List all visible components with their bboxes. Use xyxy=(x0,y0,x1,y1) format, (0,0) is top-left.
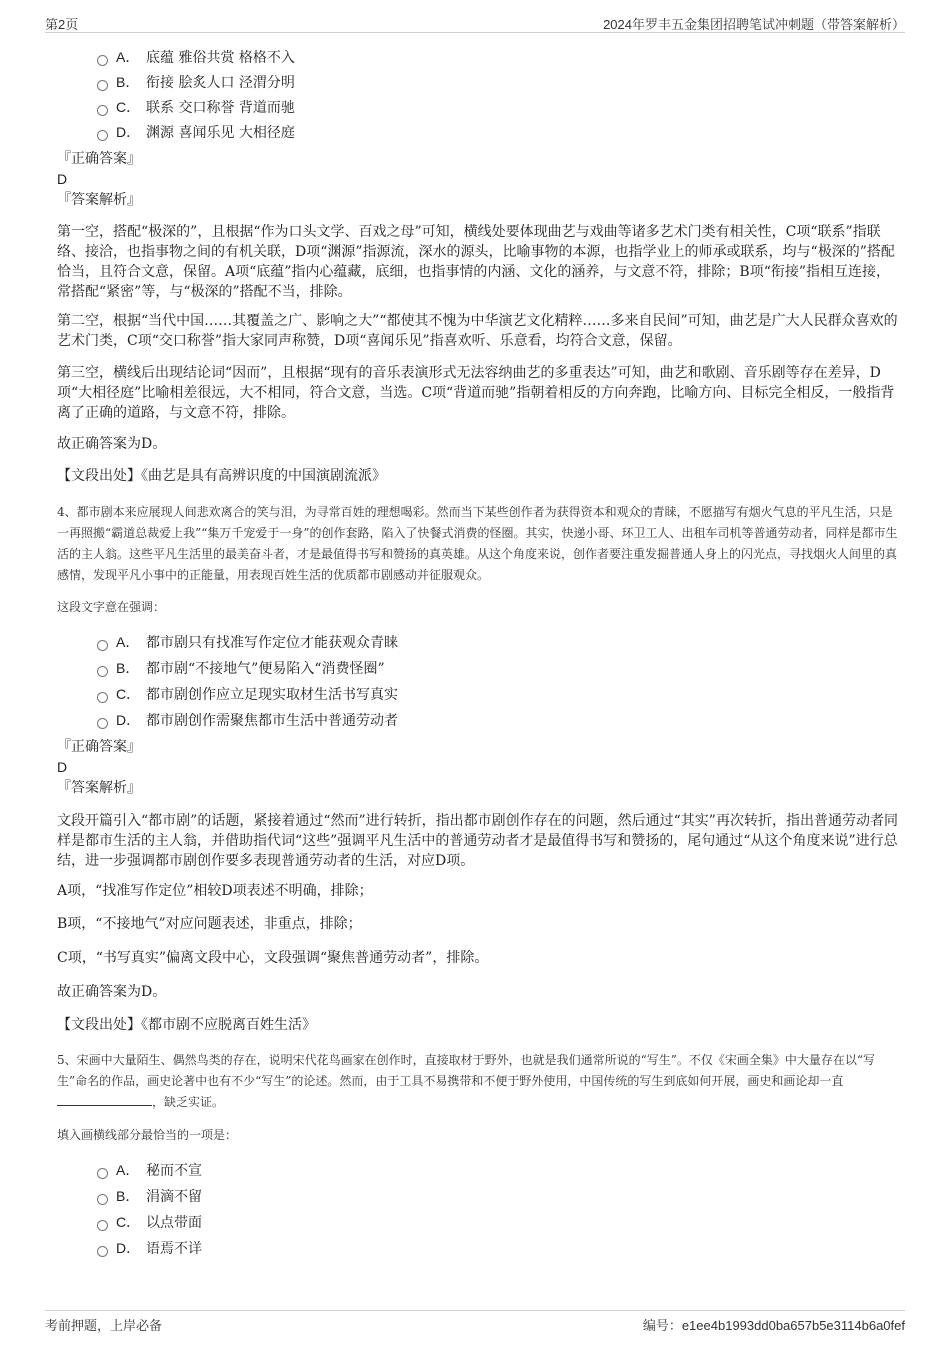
footer-slogan: 考前押题，上岸必备 xyxy=(45,1318,163,1333)
radio-icon[interactable] xyxy=(97,666,108,677)
q3-option-d[interactable]: D． 渊源 喜闻乐见 大相径庭 xyxy=(97,121,295,143)
q4-analysis-conclusion: 故正确答案为D。 xyxy=(57,984,167,1000)
fill-blank[interactable] xyxy=(57,1093,152,1106)
radio-icon[interactable] xyxy=(97,55,108,66)
q4-source: 【文段出处】《都市剧不应脱离百姓生活》 xyxy=(57,1017,316,1033)
radio-icon[interactable] xyxy=(97,105,108,116)
q4-option-c[interactable]: C． 都市剧创作应立足现实取材生活书写真实 xyxy=(97,683,398,705)
q4-option-d[interactable]: D． 都市剧创作需聚焦都市生活中普通劳动者 xyxy=(97,709,398,731)
q4-analysis-b: B项，“不接地气”对应问题表述，非重点，排除； xyxy=(57,916,362,932)
q3-option-a[interactable]: A． 底蕴 雅俗共赏 格格不入 xyxy=(97,46,295,68)
page-footer xyxy=(45,1310,905,1335)
q4-option-a[interactable]: A． 都市剧只有找准写作定位才能获观众青睐 xyxy=(97,631,398,653)
q3-analysis-conclusion: 故正确答案为D。 xyxy=(57,436,167,452)
document-id: 编号：e1ee4b1993dd0ba657b5e3114b6a0fef xyxy=(642,1318,905,1333)
q4-stem: 4、都市剧本来应展现人间悲欢离合的笑与泪，为寻常百姓的理想喝彩。然而当下某些创作者为获得资本和观众的青睐，不愿描写有烟火气息的平凡生活，只是一再照搬“霸道总裁爱上我”“集万千宠爱于一身”的创作套路，陷入了快餐式消费的怪圈。其实，快递小哥、环卫工人、出租车司机等普通劳动者，同样是都市生活的主人翁。这些平凡生活里的最美奋斗者，才是最值得书写和赞扬的真英雄。从这个角度来说，创作者要注重发掘普通人身上的闪光点，寻找烟火人间里的真感情，发现平凡小事中的正能量，用表现百姓生活的优质都市剧感动并征服观众。 xyxy=(57,505,898,582)
radio-icon[interactable] xyxy=(97,1246,108,1257)
radio-icon[interactable] xyxy=(97,692,108,703)
q5-stem: 5、宋画中大量陌生、偶然鸟类的存在，说明宋代花鸟画家在创作时，直接取材于野外，也就是我们通常所说的“写生”。不仅《宋画全集》中大量存在以“写生”命名的作品，画史论著中也有不少“写生”的论述。然而，由于工具不易携带和不便于野外使用，中国传统的写生到底如何开展，画史和画论却一直，缺乏实证。 xyxy=(57,1053,876,1109)
q3-correct-label: 『正确答案』 xyxy=(57,151,141,167)
radio-icon[interactable] xyxy=(97,1220,108,1231)
q4-analysis-c: C项，“书写真实”偏离文段中心，文段强调“聚焦普通劳动者”，排除。 xyxy=(57,950,489,966)
q3-analysis-p2: 第二空，根据“当代中国……其覆盖之广、影响之大”“都使其不愧为中华演艺文化精粹……多来自民间”可知，曲艺是广大人民群众喜欢的艺术门类，C项“交口称誉”指大家同声称赞，D项“喜闻乐见”指喜欢听、乐意看，均符合文意，保留。 xyxy=(57,313,898,349)
radio-icon[interactable] xyxy=(97,1168,108,1179)
q3-analysis-p1: 第一空，搭配“极深的”，且根据“作为口头文学、百戏之母”可知，横线处要体现曲艺与戏曲等诸多艺术门类有相关性，C项“联系”指联络、接洽，也指事物之间的有机关联，D项“渊源”指源流，深水的源头，比喻事物的本源，也指学业上的师承或联系，均与“极深的”搭配恰当，且符合文意，保留。A项“底蕴”指内心蕴藏，底细，也指事情的内涵、文化的涵养，与文意不符，排除；B项“衔接”指相互连接，常搭配“紧密”等，与“极深的”搭配不当，排除。 xyxy=(57,224,895,300)
q4-correct-value: D xyxy=(57,759,68,775)
radio-icon[interactable] xyxy=(97,80,108,91)
radio-icon[interactable] xyxy=(97,640,108,651)
q3-analysis-p3: 第三空，横线后出现结论词“因而”，且根据“现有的音乐表演形式无法容纳曲艺的多重表达”可知，曲艺和歌剧、音乐剧等存在差异，D项“大相径庭”比喻相差很远，大不相同，符合文意，当选。C项“背道而驰”指朝着相反的方向奔跑，比喻方向、目标完全相反，一般指背离了正确的道路，与文意不符，排除。 xyxy=(57,365,895,421)
q4-analysis-label: 『答案解析』 xyxy=(57,780,141,796)
q3-option-b[interactable]: B． 衔接 脍炙人口 泾渭分明 xyxy=(97,71,295,93)
document-title: 2024年罗丰五金集团招聘笔试冲刺题（带答案解析） xyxy=(603,17,905,32)
q3-source: 【文段出处】《曲艺是具有高辨识度的中国演剧流派》 xyxy=(57,468,386,484)
q3-analysis-label: 『答案解析』 xyxy=(57,192,141,208)
q5-option-c[interactable]: C． 以点带面 xyxy=(97,1211,202,1233)
q3-option-c[interactable]: C． 联系 交口称誉 背道而驰 xyxy=(97,96,295,118)
radio-icon[interactable] xyxy=(97,718,108,729)
radio-icon[interactable] xyxy=(97,130,108,141)
q4-prompt: 这段文字意在强调： xyxy=(57,600,166,614)
q5-prompt: 填入画横线部分最恰当的一项是： xyxy=(57,1128,238,1142)
page-header xyxy=(45,12,905,33)
q5-option-d[interactable]: D． 语焉不详 xyxy=(97,1237,202,1259)
q4-correct-label: 『正确答案』 xyxy=(57,739,141,755)
q4-option-b[interactable]: B． 都市剧“不接地气”便易陷入“消费怪圈” xyxy=(97,657,385,679)
q5-option-b[interactable]: B． 涓滴不留 xyxy=(97,1185,202,1207)
q5-option-a[interactable]: A． 秘而不宣 xyxy=(97,1159,202,1181)
page-number: 第2页 xyxy=(45,17,79,32)
q3-correct-value: D xyxy=(57,171,68,187)
radio-icon[interactable] xyxy=(97,1194,108,1205)
q4-analysis-a: A项，“找准写作定位”相较D项表述不明确，排除； xyxy=(57,883,373,899)
q4-analysis-p1: 文段开篇引入“都市剧”的话题，紧接着通过“然而”进行转折，指出都市剧创作存在的问题，然后通过“其实”再次转折，指出普通劳动者同样是都市生活的主人翁，并借助指代词“这些”强调平凡生活中的普通劳动者才是最值得书写和赞扬的，尾句通过“从这个角度来说”进行总结，进一步强调都市剧创作要多表现普通劳动者的生活，对应D项。 xyxy=(57,813,898,869)
